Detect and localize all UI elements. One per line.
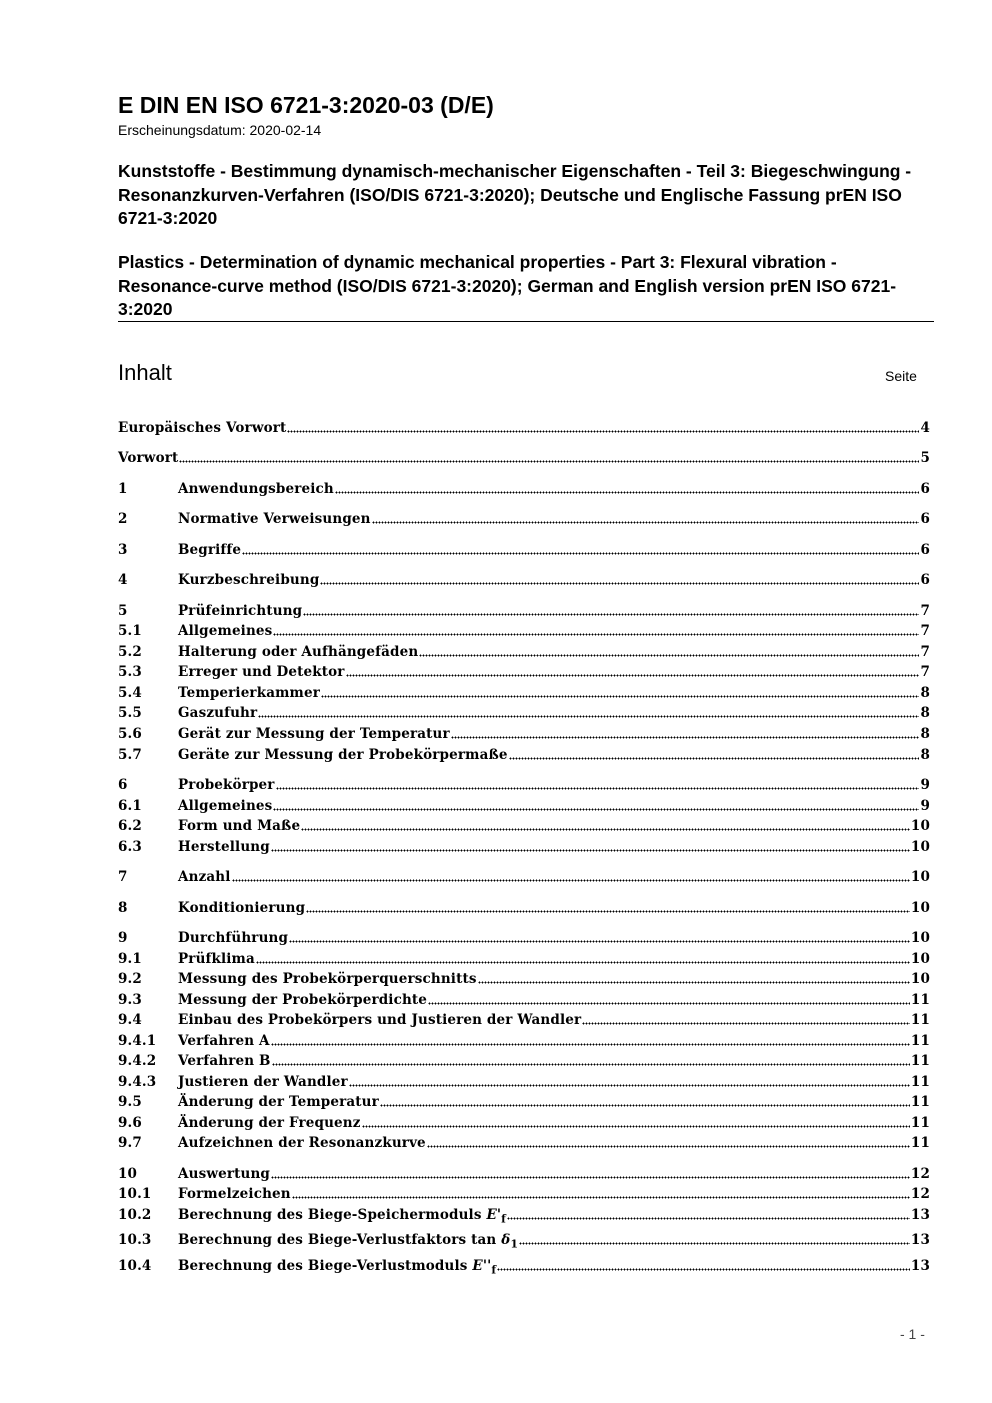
- toc-entry[interactable]: [118, 1072, 930, 1092]
- toc-entry[interactable]: [118, 1113, 930, 1133]
- toc-entry-title: [178, 745, 508, 765]
- toc-entry-page: 6: [920, 542, 930, 558]
- toc-entry-number: 7: [118, 869, 128, 885]
- toc-entry-title: [178, 703, 257, 723]
- toc-entry[interactable]: [118, 1184, 930, 1204]
- formula-symbol-main: δ: [501, 1232, 511, 1248]
- toc-entry-title: [178, 775, 275, 795]
- toc-dot-leader: [271, 1176, 910, 1179]
- toc-dot-leader: [362, 1125, 910, 1128]
- toc-entry-number: 9.6: [118, 1115, 142, 1131]
- toc-entry-number: 6.2: [118, 818, 142, 834]
- toc-entry-page: 11: [910, 1033, 930, 1049]
- page-number: - 1 -: [900, 1326, 925, 1342]
- toc-entry[interactable]: [118, 837, 930, 857]
- publication-date: Erscheinungsdatum: 2020-02-14: [118, 122, 322, 138]
- toc-entry-number: 9.5: [118, 1094, 142, 1110]
- toc-entry-number: 9.2: [118, 971, 142, 987]
- toc-entry-number: 10.1: [118, 1186, 152, 1202]
- toc-entry[interactable]: [118, 1031, 930, 1051]
- toc-entry[interactable]: [118, 928, 930, 948]
- toc-entry-title: [118, 418, 286, 438]
- toc-dot-leader: [276, 787, 920, 790]
- toc-entry-number: 9.4.2: [118, 1053, 157, 1069]
- toc-entry-page: 10: [910, 930, 930, 946]
- toc-entry-title: [178, 1072, 348, 1092]
- toc-entry-page: 11: [910, 1094, 930, 1110]
- toc-dot-leader: [273, 808, 919, 811]
- toc-entry-page: 7: [920, 644, 930, 660]
- formula-symbol-subscript: 1: [510, 1237, 519, 1251]
- toc-entry-title: [178, 642, 418, 662]
- toc-entry-title-text: Berechnung des Biege-Verlustmoduls: [178, 1258, 468, 1274]
- formula-symbol: [486, 1207, 507, 1226]
- toc-dot-leader: [271, 1043, 910, 1046]
- toc-entry[interactable]: [118, 1205, 930, 1225]
- toc-entry-title: [178, 662, 345, 682]
- toc-entry-page: 9: [920, 777, 930, 793]
- toc-entry-number: 9.4: [118, 1012, 142, 1028]
- toc-entry-title: [178, 1031, 270, 1051]
- toc-entry-title-text: Anzahl: [178, 869, 231, 885]
- toc-entry-page: 6: [920, 572, 930, 588]
- toc-entry-title-text: Verfahren A: [178, 1033, 270, 1049]
- toc-entry-number: 4: [118, 572, 128, 588]
- toc-entry-title-text: Einbau des Probekörpers und Justieren der Wandler: [178, 1012, 582, 1028]
- title-divider: [118, 321, 934, 322]
- toc-entry-number: 6.3: [118, 839, 142, 855]
- toc-entry-page: 7: [920, 623, 930, 639]
- toc-dot-leader: [372, 521, 920, 524]
- toc-entry[interactable]: [118, 1230, 930, 1250]
- toc-dot-leader: [320, 582, 919, 585]
- toc-entry[interactable]: [118, 775, 930, 795]
- toc-entry-title: [178, 540, 241, 560]
- toc-entry-title: [178, 928, 288, 948]
- toc-entry-title: [178, 1092, 379, 1112]
- toc-dot-leader: [272, 1063, 910, 1066]
- formula-symbol-main: E'': [472, 1258, 492, 1274]
- toc-entry[interactable]: [118, 479, 930, 499]
- toc-entry-number: 5: [118, 603, 128, 619]
- toc-entry-number: 3: [118, 542, 128, 558]
- toc-entry[interactable]: [118, 621, 930, 641]
- toc-entry-title-text: Kurzbeschreibung: [178, 572, 320, 588]
- toc-dot-leader: [428, 1002, 910, 1005]
- toc-entry[interactable]: [118, 745, 930, 765]
- toc-dot-leader: [289, 940, 910, 943]
- toc-entry-title-text: Prüfeinrichtung: [178, 603, 303, 619]
- toc-dot-leader: [292, 1196, 910, 1199]
- toc-entry[interactable]: [118, 898, 930, 918]
- toc-entry[interactable]: [118, 796, 930, 816]
- toc-entry[interactable]: [118, 683, 930, 703]
- toc-entry-page: 7: [920, 664, 930, 680]
- toc-entry-page: 10: [910, 971, 930, 987]
- toc-entry-page: 12: [910, 1166, 930, 1182]
- formula-symbol-subscript: f: [491, 1263, 497, 1277]
- toc-entry-title: [178, 1256, 496, 1281]
- toc-entry-page: 6: [920, 481, 930, 497]
- toc-entry-title-text: Begriffe: [178, 542, 242, 558]
- toc-entry[interactable]: [118, 724, 930, 744]
- toc-entry-page: 10: [910, 869, 930, 885]
- toc-entry[interactable]: [118, 1133, 930, 1153]
- toc-entry-title: [178, 601, 302, 621]
- toc-entry[interactable]: [118, 642, 930, 662]
- toc-dot-leader: [179, 460, 919, 463]
- toc-entry-title: [178, 509, 371, 529]
- toc-entry[interactable]: [118, 1051, 930, 1071]
- toc-entry-page: 10: [910, 900, 930, 916]
- toc-entry-page: 8: [920, 726, 930, 742]
- toc-entry-title: [178, 683, 320, 703]
- toc-entry-page: 11: [910, 1012, 930, 1028]
- toc-entry[interactable]: [118, 867, 930, 887]
- toc-entry-number: 9.1: [118, 951, 142, 967]
- toc-entry-title: [178, 1051, 271, 1071]
- toc-entry-number: 5.5: [118, 705, 142, 721]
- toc-entry[interactable]: [118, 601, 930, 621]
- toc-entry-title-text: Allgemeines: [178, 623, 273, 639]
- toc-dot-leader: [335, 491, 920, 494]
- toc-entry-title: [178, 479, 334, 499]
- toc-page-label: Seite: [885, 368, 917, 384]
- toc-entry-title: [178, 1205, 506, 1230]
- toc-entry-title-text: Temperierkammer: [178, 685, 320, 701]
- toc-entry[interactable]: [118, 1010, 930, 1030]
- toc-entry-title-text: Gerät zur Messung der Temperatur: [178, 726, 450, 742]
- toc-entry-number: 10.2: [118, 1207, 152, 1223]
- toc-dot-leader: [507, 1217, 910, 1220]
- document-id: E DIN EN ISO 6721-3:2020-03 (D/E): [118, 92, 494, 118]
- toc-entry-number: 5.7: [118, 747, 142, 763]
- toc-entry-title-text: Geräte zur Messung der Probekörpermaße: [178, 747, 508, 763]
- toc-entry-title-text: Prüfklima: [178, 951, 255, 967]
- toc-entry-title: [178, 1133, 426, 1153]
- toc-entry-page: 9: [920, 798, 930, 814]
- toc-dot-leader: [349, 1084, 910, 1087]
- toc-entry-number: 6: [118, 777, 128, 793]
- toc-entry[interactable]: [118, 703, 930, 723]
- toc-dot-leader: [271, 849, 910, 852]
- title-german: Kunststoffe - Bestimmung dynamisch-mechanischer Eigenschaften - Teil 3: Biegeschwingung - Resonanzkurven-Verfahren (ISO/DIS 6721-3:2020); Deutsche und Englische Fassung prEN ISO 6721-3:2020: [118, 161, 912, 228]
- toc-dot-leader: [258, 715, 919, 718]
- toc-entry-page: 11: [910, 992, 930, 1008]
- toc-dot-leader: [321, 695, 919, 698]
- toc-entry-title-text: Herstellung: [178, 839, 270, 855]
- formula-symbol: [472, 1258, 497, 1277]
- toc-entry-title: [178, 949, 255, 969]
- toc-entry-number: 5.3: [118, 664, 142, 680]
- toc-entry-page: 11: [910, 1053, 930, 1069]
- toc-entry-page: 8: [920, 705, 930, 721]
- toc-entry-title-text: Messung des Probekörperquerschnitts: [178, 971, 477, 987]
- toc-dot-leader: [232, 879, 910, 882]
- toc-entry-title-text: Halterung oder Aufhängefäden: [178, 644, 419, 660]
- toc-entry-title-text: Anwendungsbereich: [178, 481, 334, 497]
- toc-entry[interactable]: [118, 418, 930, 438]
- toc-entry-page: 11: [910, 1115, 930, 1131]
- toc-entry-page: 8: [920, 747, 930, 763]
- toc-entry[interactable]: [118, 448, 930, 468]
- formula-symbol-subscript: f: [501, 1212, 507, 1226]
- toc-entry-title-text: Auswertung: [178, 1166, 271, 1182]
- toc-dot-leader: [497, 1268, 910, 1271]
- toc-entry-title: [178, 898, 305, 918]
- toc-entry-number: 9.4.3: [118, 1074, 157, 1090]
- toc-entry-title-text: Normative Verweisungen: [178, 511, 371, 527]
- toc-entry-title-text: Gaszufuhr: [178, 705, 258, 721]
- toc-entry-title: [178, 867, 231, 887]
- formula-symbol-main: E': [486, 1207, 502, 1223]
- toc-entry-title-text: Europäisches Vorwort: [118, 420, 287, 436]
- toc-entry-title: [178, 621, 272, 641]
- toc-dot-leader: [242, 552, 919, 555]
- toc-dot-leader: [287, 430, 919, 433]
- toc-entry[interactable]: [118, 662, 930, 682]
- toc-entry[interactable]: [118, 509, 930, 529]
- title-english: Plastics - Determination of dynamic mechanical properties - Part 3: Flexural vibration - Resonance-curve method (ISO/DIS 6721-3:2020); German and English version prEN ISO 6721-3:2020: [118, 252, 897, 319]
- toc-dot-leader: [306, 910, 910, 913]
- toc-entry-page: 10: [910, 839, 930, 855]
- toc-entry-number: 10: [118, 1166, 138, 1182]
- toc-entry-title: [178, 724, 450, 744]
- toc-entry-title: [178, 570, 319, 590]
- toc-dot-leader: [303, 613, 919, 616]
- toc-entry-number: 10.3: [118, 1232, 152, 1248]
- toc-entry[interactable]: [118, 990, 930, 1010]
- toc-entry-title-text: Durchführung: [178, 930, 289, 946]
- toc-dot-leader: [273, 633, 919, 636]
- toc-dot-leader: [509, 757, 920, 760]
- toc-entry-title-text: Berechnung des Biege-Speichermoduls: [178, 1207, 482, 1223]
- toc-entry-number: 5.4: [118, 685, 142, 701]
- toc-entry-title: [178, 796, 272, 816]
- toc-entry-title: [178, 1164, 270, 1184]
- toc-entry-title: [178, 1010, 581, 1030]
- toc-entry-number: 9: [118, 930, 128, 946]
- toc-entry-title-text: Änderung der Temperatur: [178, 1094, 379, 1110]
- toc-entry[interactable]: [118, 1256, 930, 1276]
- toc-dot-leader: [301, 828, 910, 831]
- toc-entry-number: 5.1: [118, 623, 142, 639]
- toc-entry-page: 13: [910, 1207, 930, 1223]
- toc-entry-title: [178, 990, 427, 1010]
- toc-entry[interactable]: [118, 816, 930, 836]
- toc-entry-number: 5.6: [118, 726, 142, 742]
- toc-dot-leader: [380, 1104, 910, 1107]
- toc-entry-page: 6: [920, 511, 930, 527]
- toc-entry-title: [178, 1184, 291, 1204]
- toc-entry-page: 4: [920, 420, 930, 436]
- toc-entry-number: 9.7: [118, 1135, 142, 1151]
- toc-entry-page: 12: [910, 1186, 930, 1202]
- toc-dot-leader: [519, 1242, 910, 1245]
- toc-entry-title-text: Vorwort: [118, 450, 179, 466]
- toc-dot-leader: [478, 981, 910, 984]
- toc-entry-title-text: Aufzeichnen der Resonanzkurve: [178, 1135, 426, 1151]
- toc-dot-leader: [419, 654, 919, 657]
- toc-entry-title: [118, 448, 178, 468]
- toc-entry-title-text: Konditionierung: [178, 900, 306, 916]
- toc-entry-title: [178, 837, 270, 857]
- toc-entry-number: 9.4.1: [118, 1033, 157, 1049]
- toc-dot-leader: [451, 736, 920, 739]
- toc-heading: Inhalt: [118, 360, 172, 385]
- toc-entry-page: 11: [910, 1074, 930, 1090]
- toc-dot-leader: [427, 1145, 910, 1148]
- toc-entry[interactable]: [118, 949, 930, 969]
- toc-entry-page: 13: [910, 1232, 930, 1248]
- toc-dot-leader: [256, 961, 910, 964]
- toc-entry-title-text: Messung der Probekörperdichte: [178, 992, 428, 1008]
- toc-dot-leader: [346, 674, 920, 677]
- toc-entry[interactable]: [118, 1092, 930, 1112]
- toc-entry-title: [178, 969, 477, 989]
- formula-symbol: [501, 1232, 519, 1251]
- toc-entry-page: 11: [910, 1135, 930, 1151]
- toc-entry-title-text: Erreger und Detektor: [178, 664, 345, 680]
- toc-entry-title-text: Änderung der Frequenz: [178, 1115, 361, 1131]
- toc-entry-title: [178, 816, 300, 836]
- toc-entry-number: 8: [118, 900, 128, 916]
- toc-entry-number: 9.3: [118, 992, 142, 1008]
- toc-entry-number: 5.2: [118, 644, 142, 660]
- toc-entry[interactable]: [118, 540, 930, 560]
- toc-entry-page: 7: [920, 603, 930, 619]
- toc-entry-number: 6.1: [118, 798, 142, 814]
- toc-entry-title-text: Probekörper: [178, 777, 275, 793]
- toc-entry-title-text: Verfahren B: [178, 1053, 271, 1069]
- toc-entry-number: 2: [118, 511, 128, 527]
- toc-entry-page: 8: [920, 685, 930, 701]
- toc-entry[interactable]: [118, 969, 930, 989]
- toc-entry-page: 10: [910, 818, 930, 834]
- toc-entry-title-text: Form und Maße: [178, 818, 301, 834]
- toc-entry-page: 10: [910, 951, 930, 967]
- toc-entry-title: [178, 1113, 361, 1133]
- toc-entry[interactable]: [118, 570, 930, 590]
- toc-entry-title-text: Allgemeines: [178, 798, 273, 814]
- toc-entry-page: 5: [920, 450, 930, 466]
- toc-entry-number: 1: [118, 481, 128, 497]
- toc-entry-title-text: Formelzeichen: [178, 1186, 291, 1202]
- toc-entry-title-text: Justieren der Wandler: [178, 1074, 348, 1090]
- toc-entry[interactable]: [118, 1164, 930, 1184]
- toc-entry-page: 13: [910, 1258, 930, 1274]
- toc-entry-number: 10.4: [118, 1258, 152, 1274]
- toc-entry-title: [178, 1230, 518, 1255]
- toc-dot-leader: [582, 1022, 910, 1025]
- toc-entry-title-text: Berechnung des Biege-Verlustfaktors tan: [178, 1232, 497, 1248]
